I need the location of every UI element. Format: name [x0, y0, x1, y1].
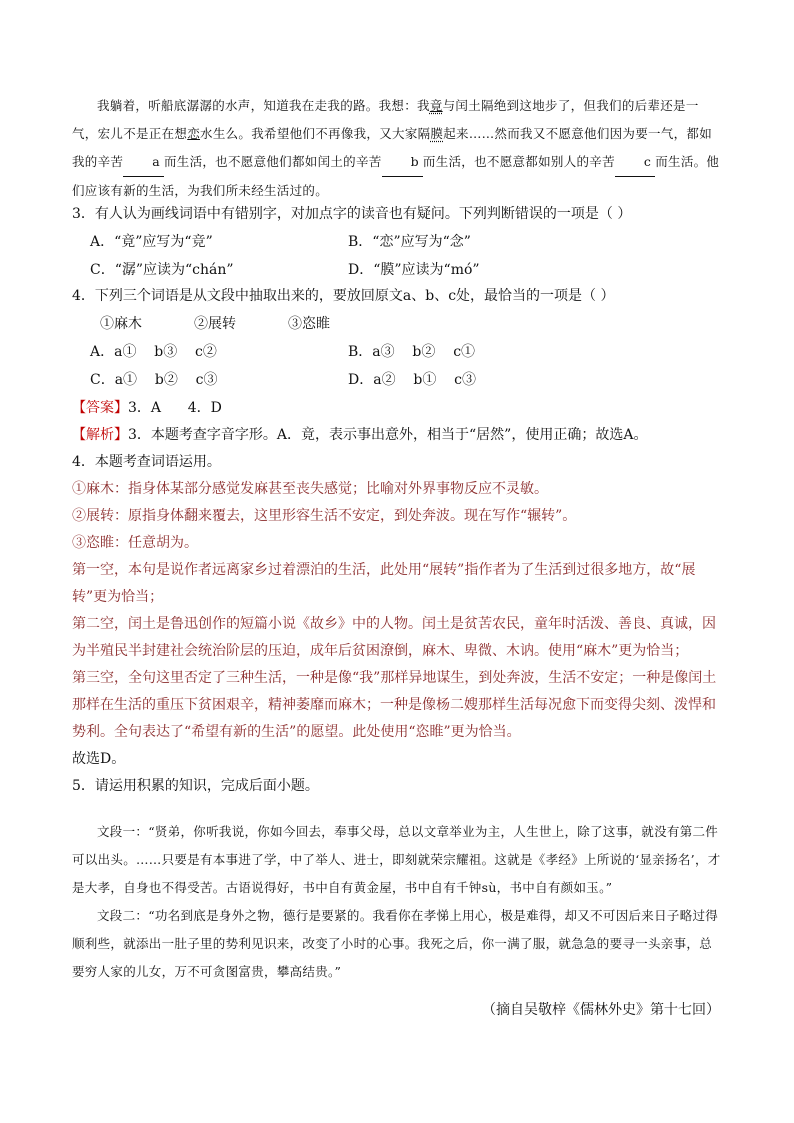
analysis-word-3: ③恣睢：任意胡为。 [72, 535, 198, 551]
reading-passage [72, 92, 722, 205]
analysis-q3-text: 3．本题考查字音字形。A．竟，表示事出意外，相当于“居然”，使用正确；故选A。 [128, 427, 648, 443]
passage-text: 与闰土隔绝到这地步了，但我们的后辈还是一气，宏儿不是正在想 [72, 98, 699, 141]
analysis-q3 [72, 422, 722, 449]
question-4-words [72, 310, 722, 338]
blank-c: c [615, 148, 655, 177]
passage-text: 而生活。他们应该有新的生活，为我们所未经生活过的。 [72, 154, 720, 198]
question-4-options-row1 [72, 338, 722, 366]
answer-text: 3．A 4．D [128, 400, 222, 416]
answer-tag: 【答案】 [72, 400, 128, 416]
question-3-options-row2 [72, 256, 722, 284]
analysis-blank-1: 第一空，本句是说作者远离家乡过着漂泊的生活，此处用“展转”指作者为了生活到过很多地方，故“展转”更为恰当； [72, 562, 696, 605]
option-4b: B．a③ b② c① [348, 344, 476, 360]
question-3-stem: 3．有人认为画线词语中有错别字，对加点字的读音也有疑问。下列判断错误的一项是（ ） [72, 206, 632, 222]
question-3 [72, 200, 722, 284]
question-4-stem: 4．下列三个词语是从文段中抽取出来的，要放回原文a、b、c处，最恰当的一项是（ ） [72, 288, 615, 304]
passage-text: 我躺着，听船底潺潺的水声，知道我在走我的路。我想：我 [97, 98, 430, 113]
analysis-tag: 【解析】 [72, 427, 128, 443]
excerpt-source: （摘自吴敬梓《儒林外史》第十七回） [482, 1002, 720, 1018]
analysis-section [72, 422, 722, 800]
question-4-options-row2 [72, 366, 722, 394]
excerpt-1: 文段一：“贤弟，你听我说，你如今回去，奉事父母，总以文章举业为主，人生世上，除了这事，就没有第二件可以出头。……只要是有本事进了学，中了举人、进士，即刻就荣宗耀祖。这就是《孝经》上所说的‘显亲扬名’，才是大孝，自身也不得受苦。古语说得好，书中自有黄金屋，书中自有千钟sù，书中自有颜如玉。” [72, 824, 721, 895]
option-3c: C．“潺”应读为“chán” [90, 262, 234, 278]
option-4a: A．a① b③ c② [90, 344, 217, 360]
analysis-blank-3: 第三空，全句这里否定了三种生活，一种是像“我”那样异地谋生，到处奔波，生活不安定；一种是像闰土那样在生活的重压下贫困艰辛，精神萎靡而麻木；一种是像杨二嫂那样生活每况愈下而变得尖刻、泼悍和势利。全句表达了“希望有新的生活”的愿望。此处使用“恣睢”更为恰当。 [72, 670, 717, 740]
underlined-word-lian [187, 126, 200, 141]
blank-b: b [382, 148, 423, 177]
blank-a: a [123, 148, 164, 177]
passage-text: 而生活，也不愿意他们都如闰土的辛苦 [163, 154, 382, 169]
excerpt-section [72, 818, 722, 986]
passage-paragraph [72, 92, 722, 205]
option-3b: B．“恋”应写为“念” [348, 234, 471, 250]
word-1: ①麻木 [100, 316, 142, 332]
analysis-word-1: ①麻木：指身体某部分感觉发麻甚至丧失感觉；比喻对外界事物反应不灵敏。 [72, 481, 548, 497]
option-4d: D．a② b① c③ [348, 372, 476, 388]
question-3-options-row1 [72, 228, 722, 256]
word-2: ②展转 [194, 316, 236, 332]
passage-text: 起来……然而我又不愿意他们因为要一气，都如我的辛苦 [72, 126, 713, 169]
underlined-word-jing [430, 98, 443, 113]
analysis-word-2: ②展转：原指身体翻来覆去，这里形容生活不安定，到处奔波。现在写作“辗转”。 [72, 508, 577, 524]
answer-section [72, 394, 722, 422]
passage-text: 而生活，也不愿意都如别人的辛苦 [422, 154, 615, 169]
answer-line [72, 394, 722, 422]
dotted-char-mo: 膜 [430, 126, 444, 141]
option-3d: D．“膜”应读为“mó” [348, 262, 480, 278]
passage-text: 水生么。我希望他们不再像我，又大家隔 [200, 126, 431, 141]
excerpt-2: 文段二：“功名到底是身外之物，德行是要紧的。我看你在孝悌上用心，极是难得，却又不可因后来日子略过得顺利些，就添出一肚子里的势利见识来，改变了小时的心事。我死之后，你一满了服，就急急的要寻一头亲事，总要穷人家的儿女，万不可贪图富贵，攀高结贵。” [72, 908, 719, 979]
dotted-char-jing: 竟 [429, 98, 443, 113]
question-4 [72, 282, 722, 394]
analysis-blank-2: 第二空，闰土是鲁迅创作的短篇小说《故乡》中的人物。闰土是贫苦农民，童年时活泼、善良、真诚，因为半殖民半封建社会统治阶层的压迫，成年后贫困潦倒，麻木、卑微、木讷。使用“麻木”更为恰当； [72, 616, 716, 659]
option-3a: A．“竟”应写为“竞” [90, 234, 213, 250]
analysis-conclusion: 故选D。 [72, 751, 126, 767]
analysis-q4-intro: 4．本题考查词语运用。 [72, 454, 221, 470]
question-5-stem: 5．请运用积累的知识，完成后面小题。 [72, 778, 319, 794]
underlined-char-lian: 恋 [187, 126, 201, 141]
word-3: ③恣睢 [288, 316, 330, 332]
option-4c: C．a① b② c③ [90, 372, 218, 388]
